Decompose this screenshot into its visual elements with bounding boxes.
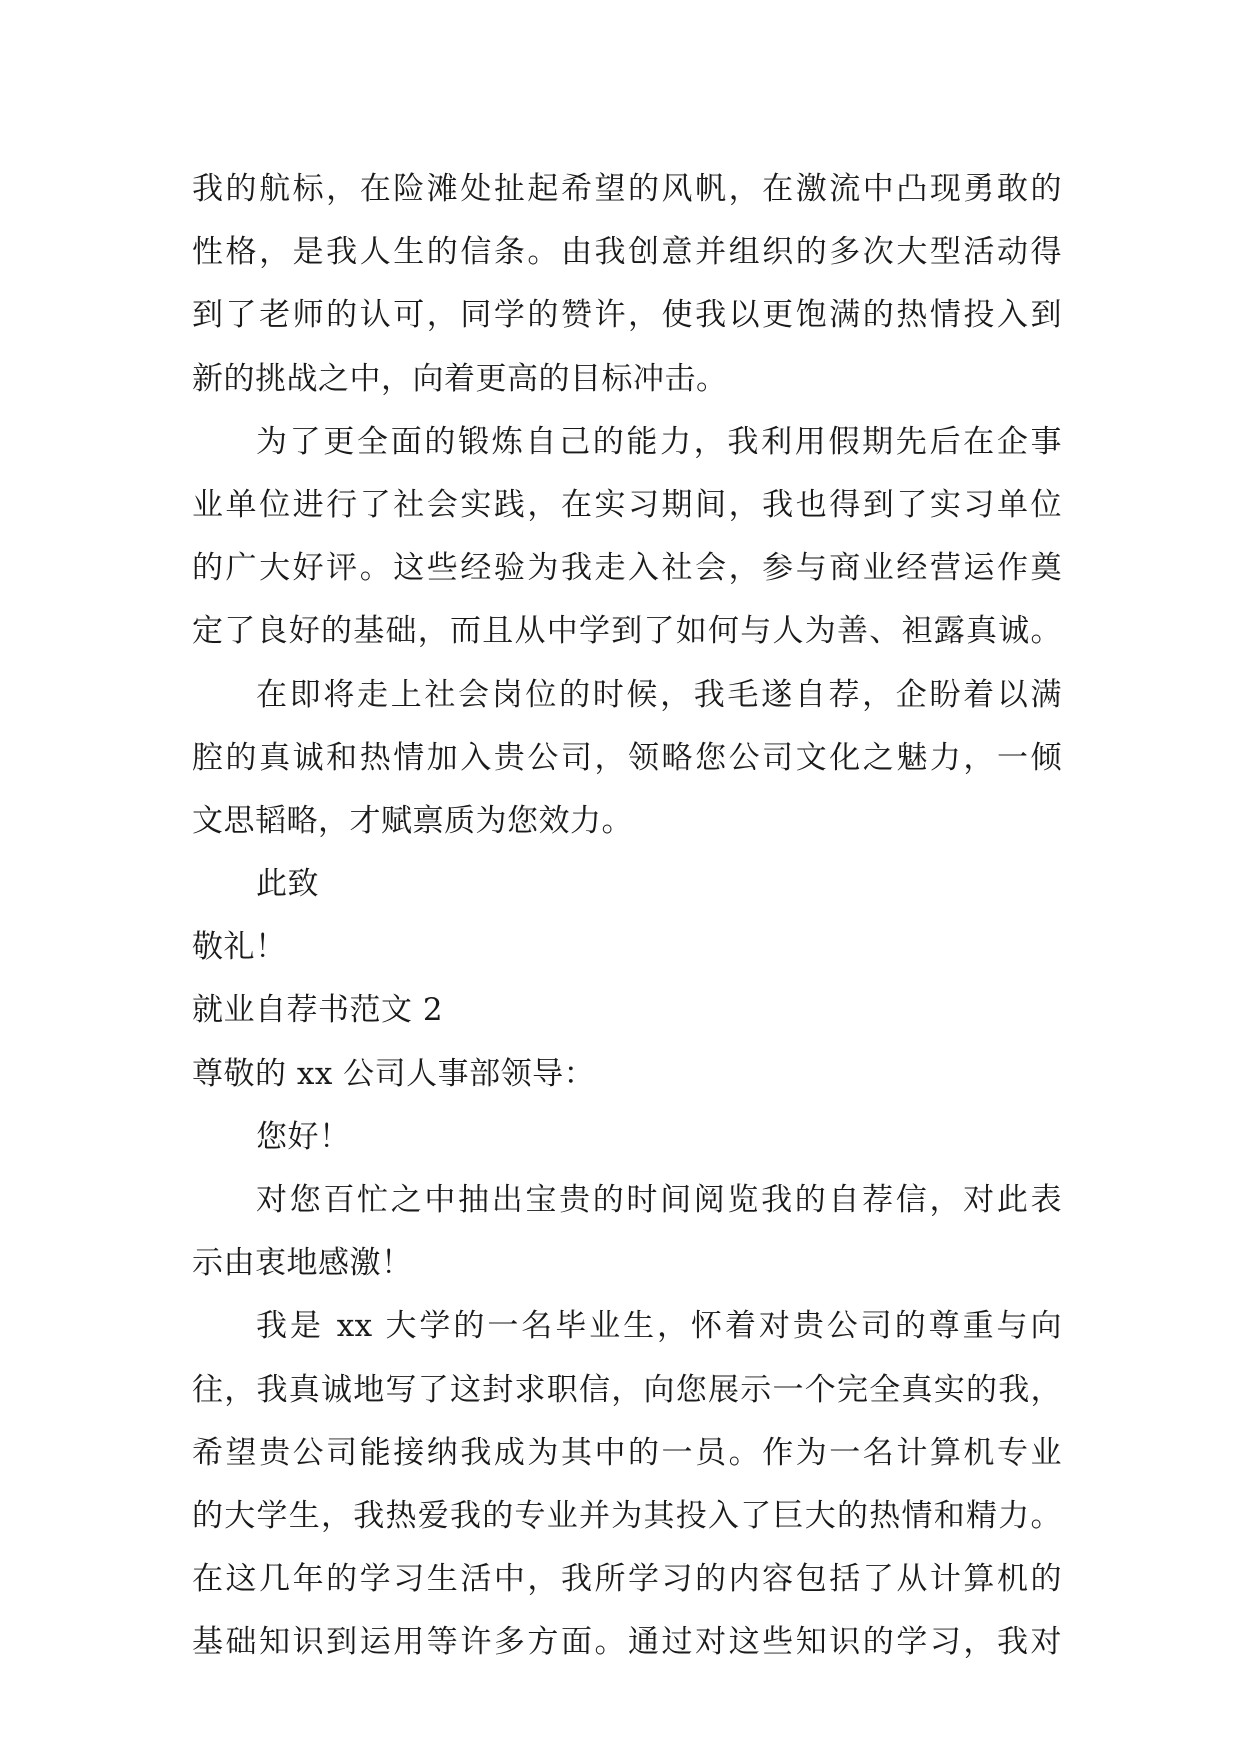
text-line: 往，我真诚地写了这封求职信，向您展示一个完全真实的我，: [192, 1371, 1062, 1408]
text-line: 到了老师的认可，同学的赞许，使我以更饱满的热情投入到: [192, 297, 1062, 334]
text-line: 定了良好的基础，而且从中学到了如何与人为善、袒露真诚。: [192, 613, 1062, 650]
text-line: 的大学生，我热爱我的专业并为其投入了巨大的热情和精力。: [192, 1497, 1062, 1534]
text-line: 您好！: [256, 1118, 351, 1155]
text-line: 敬礼！: [192, 929, 287, 966]
text-line: 在这几年的学习生活中，我所学习的内容包括了从计算机的: [192, 1561, 1062, 1598]
text-line: 在即将走上社会岗位的时候，我毛遂自荐，企盼着以满: [256, 676, 1062, 713]
text-line: 示由衷地感激！: [192, 1245, 413, 1282]
text-line: 的广大好评。这些经验为我走入社会，参与商业经营运作奠: [192, 550, 1062, 587]
text-line: 我的航标，在险滩处扯起希望的风帆，在激流中凸现勇敢的: [192, 171, 1062, 207]
text-line: 基础知识到运用等许多方面。通过对这些知识的学习，我对: [192, 1624, 1062, 1661]
text-line: 对您百忙之中抽出宝贵的时间阅览我的自荐信，对此表: [256, 1182, 1062, 1218]
text-line: 为了更全面的锻炼自己的能力，我利用假期先后在企事: [256, 423, 1062, 460]
letter-body: [192, 158, 1062, 1675]
text-line: 文思韬略，才赋禀质为您效力。: [192, 802, 633, 839]
text-line: 此致: [256, 866, 319, 903]
text-line: 腔的真诚和热情加入贵公司，领略您公司文化之魅力，一倾: [192, 739, 1062, 776]
text-line: 我是 xx 大学的一名毕业生，怀着对贵公司的尊重与向: [256, 1308, 1062, 1345]
text-line: 尊敬的 xx 公司人事部领导：: [192, 1055, 596, 1092]
text-line: 就业自荐书范文 2: [192, 992, 444, 1029]
text-line: 希望贵公司能接纳我成为其中的一员。作为一名计算机专业: [192, 1434, 1062, 1471]
text-line: 性格，是我人生的信条。由我创意并组织的多次大型活动得: [192, 234, 1062, 271]
text-line: 新的挑战之中，向着更高的目标冲击。: [192, 360, 728, 397]
text-line: 业单位进行了社会实践，在实习期间，我也得到了实习单位: [192, 486, 1062, 523]
